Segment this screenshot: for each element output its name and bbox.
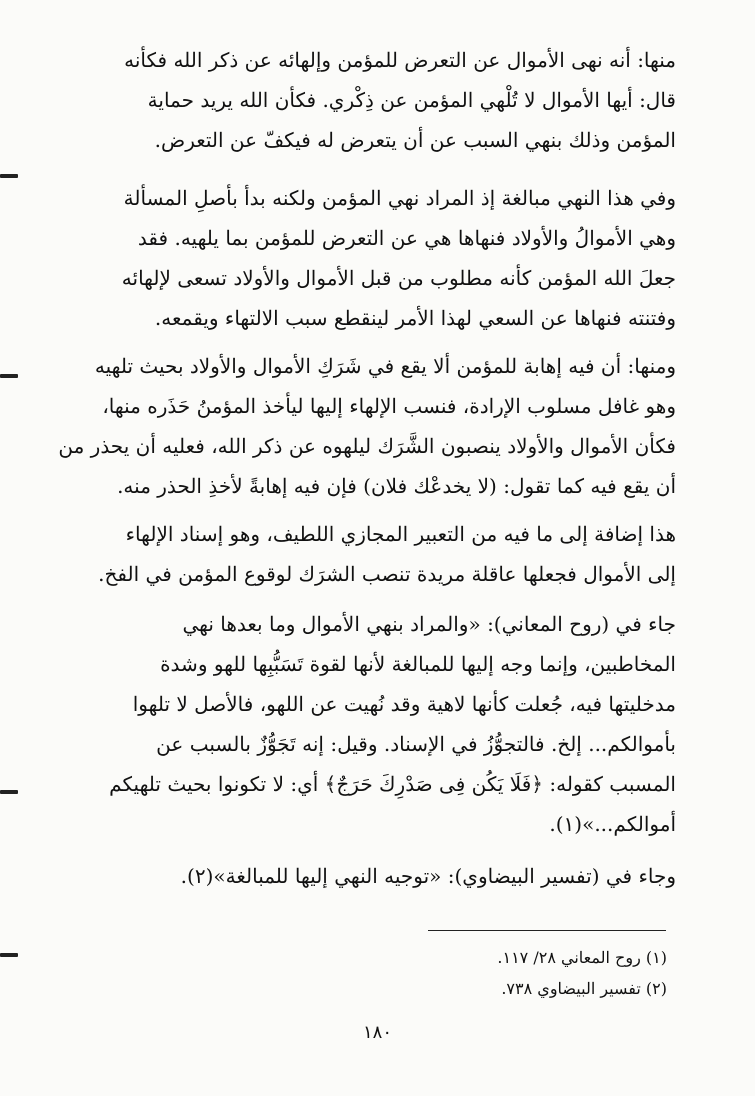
text-line: أموالكم...»(١). [549,812,676,836]
text-line: قال: أيها الأموال لا تُلْهي المؤمن عن ذِكْري. فكأن الله يريد حماية [147,88,676,112]
text-line: جعلَ الله المؤمن كأنه مطلوب من قبل الأموال والأولاد تسعى لإلهائه [121,266,676,290]
paragraph-6 [56,856,676,896]
footnote-2: (٢) تفسير البيضاوي ٧٣٨. [501,979,667,998]
text-line: فكأن الأموال والأولاد ينصبون الشَّرَك ليلهوه عن ذكر الله، فعليه أن يحذر من [58,434,676,458]
text-line: أن يقع فيه كما تقول: (لا يخدعْك فلان) فإن فيه إهابةً لأخذِ الحذر منه. [117,474,676,498]
paragraph-5 [56,604,676,844]
text-line: إلى الأموال فجعلها عاقلة مريدة تنصب الشرَك لوقوع المؤمن في الفخ. [98,562,676,586]
text-line: المخاطبين، وإنما وجه إليها للمبالغة لأنها لقوة تَسَبُّبِها للهو وشدة [160,652,676,676]
text-line: بأموالكم... إلخ. فالتجوُّزُ في الإسناد. وقيل: إنه تَجَوُّزٌ بالسبب عن [156,732,676,756]
text-line: ومنها: أن فيه إهابة للمؤمن ألا يقع في شَرَكِ الأموال والأولاد بحيث تلهيه [94,354,676,378]
text-line: وفتنته فنهاها عن السعي لهذا الأمر لينقطع سبب الالتهاء ويقمعه. [154,306,676,330]
paragraph-4 [56,514,676,594]
paragraph-2 [56,178,676,338]
text-line: وهو غافل مسلوب الإرادة، فنسب الإلهاء إليها ليأخذ المؤمنُ حَذَره منها، [102,394,676,418]
text-line: المؤمن وذلك بنهي السبب عن أن يتعرض له فيكفّ عن التعرض. [154,128,676,152]
page-number: ١٨٠ [362,1022,392,1043]
paragraph-1 [56,40,676,160]
text-line: وهي الأموالُ والأولاد فنهاها هي عن التعرض للمؤمن بما يلهيه. فقد [137,226,676,250]
text-line: هذا إضافة إلى ما فيه من التعبير المجازي اللطيف، وهو إسناد الإلهاء [125,522,676,546]
text-line: وفي هذا النهي مبالغة إذ المراد نهي المؤمن ولكنه بدأ بأصلِ المسألة [123,186,676,210]
text-line: جاء في (روح المعاني): «والمراد بنهي الأموال وما بعدها نهي [182,612,676,636]
text-line: المسبب كقوله: ﴿فَلَا يَكُن فِى صَدْرِكَ حَرَجٌ﴾ أي: لا تكونوا بحيث تلهيكم [109,772,676,796]
margin-mark [0,953,18,957]
margin-mark [0,174,18,178]
footnotes [367,942,667,1004]
footnote-1: (١) روح المعاني ٢٨/ ١١٧. [497,948,667,967]
footnote-separator [428,930,666,931]
text-line: منها: أنه نهى الأموال عن التعرض للمؤمن وإلهائه عن ذكر الله فكأنه [124,48,676,72]
paragraph-3 [56,346,676,506]
text-line: مدخليتها فيه، جُعلت كأنها لاهية وقد نُهيت عن اللهو، فالأصل لا تلهوا [132,692,676,716]
margin-mark [0,790,18,794]
text-line: وجاء في (تفسير البيضاوي): «توجيه النهي إليها للمبالغة»(٢). [180,864,676,888]
margin-mark [0,374,18,378]
